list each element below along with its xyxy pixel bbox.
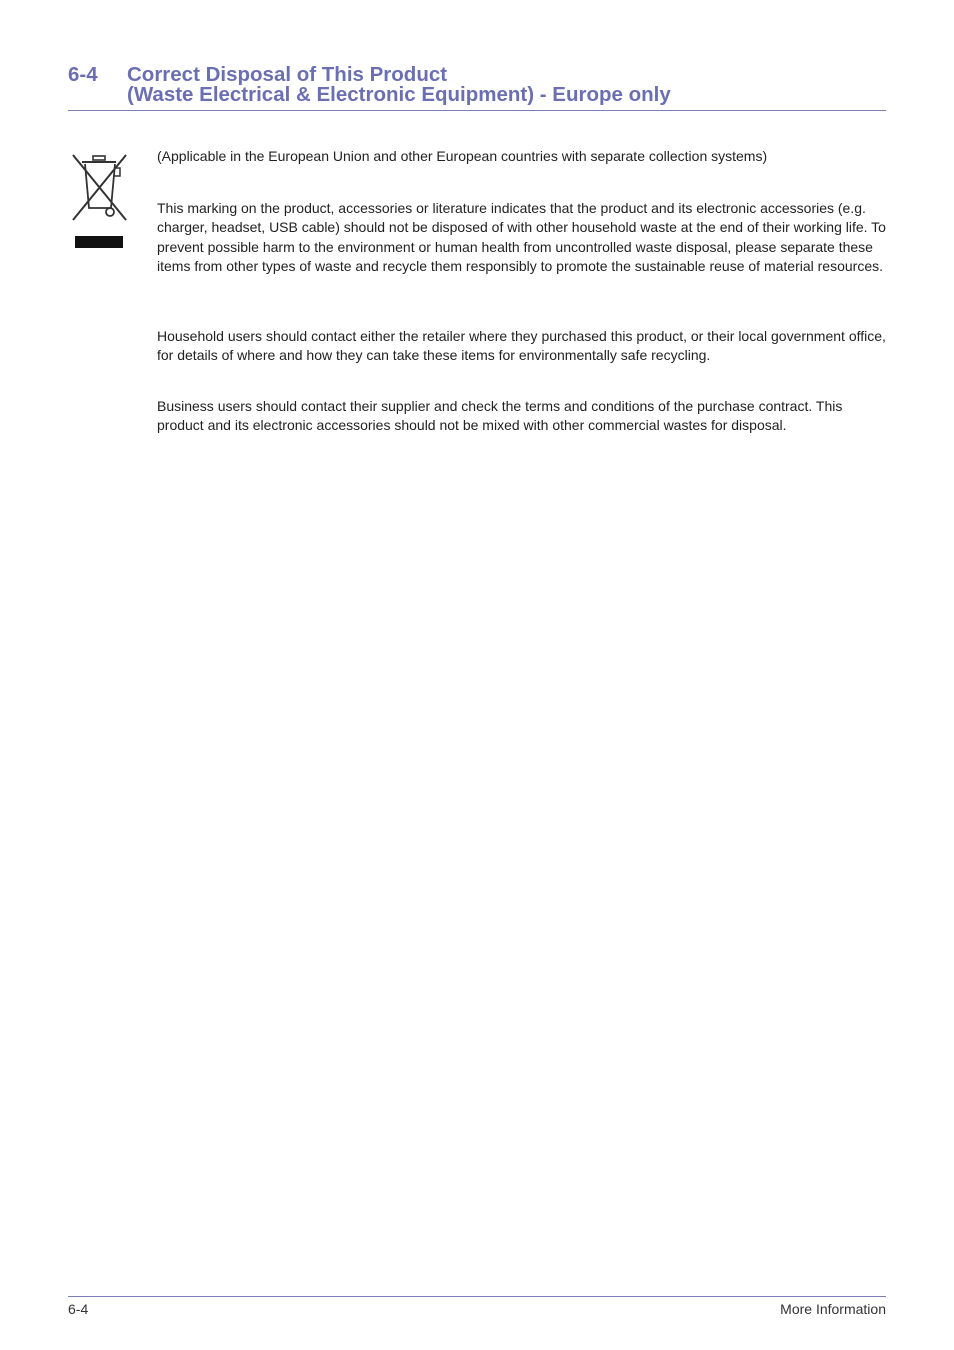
page-footer: [68, 1296, 886, 1321]
page-number: 6-4: [68, 1301, 89, 1317]
household-users-paragraph: Household users should contact either the retailer where they purchased this product, or their local government office, for details of where and how they can take these items for environmentally safe recycling.: [157, 328, 886, 364]
section-heading: [68, 64, 886, 111]
chapter-name: More Information: [780, 1301, 886, 1317]
marking-paragraph: This marking on the product, accessories or literature indicates that the product and its electronic accessories (e.g. charger, headset, USB cable) should not be disposed of with other household waste at the end of their working life. To prevent possible harm to the environment or human health from uncontrolled waste disposal, please separate these items from other types of waste and recycle them responsibly to promote the sustainable reuse of material resources.: [157, 200, 886, 274]
section-title-line-1: Correct Disposal of This Product: [127, 63, 448, 86]
section-title-line-2: (Waste Electrical & Electronic Equipment) - Europe only: [127, 83, 671, 106]
section-number: 6-4: [68, 63, 98, 86]
business-users-paragraph: Business users should contact their supplier and check the terms and conditions of the purchase contract. This product and its electronic accessories should not be mixed with other commercial wastes for disposal.: [157, 398, 843, 434]
crossed-out-wheelie-bin-icon: [70, 152, 130, 252]
applicability-paragraph: (Applicable in the European Union and other European countries with separate collection systems): [157, 148, 768, 164]
